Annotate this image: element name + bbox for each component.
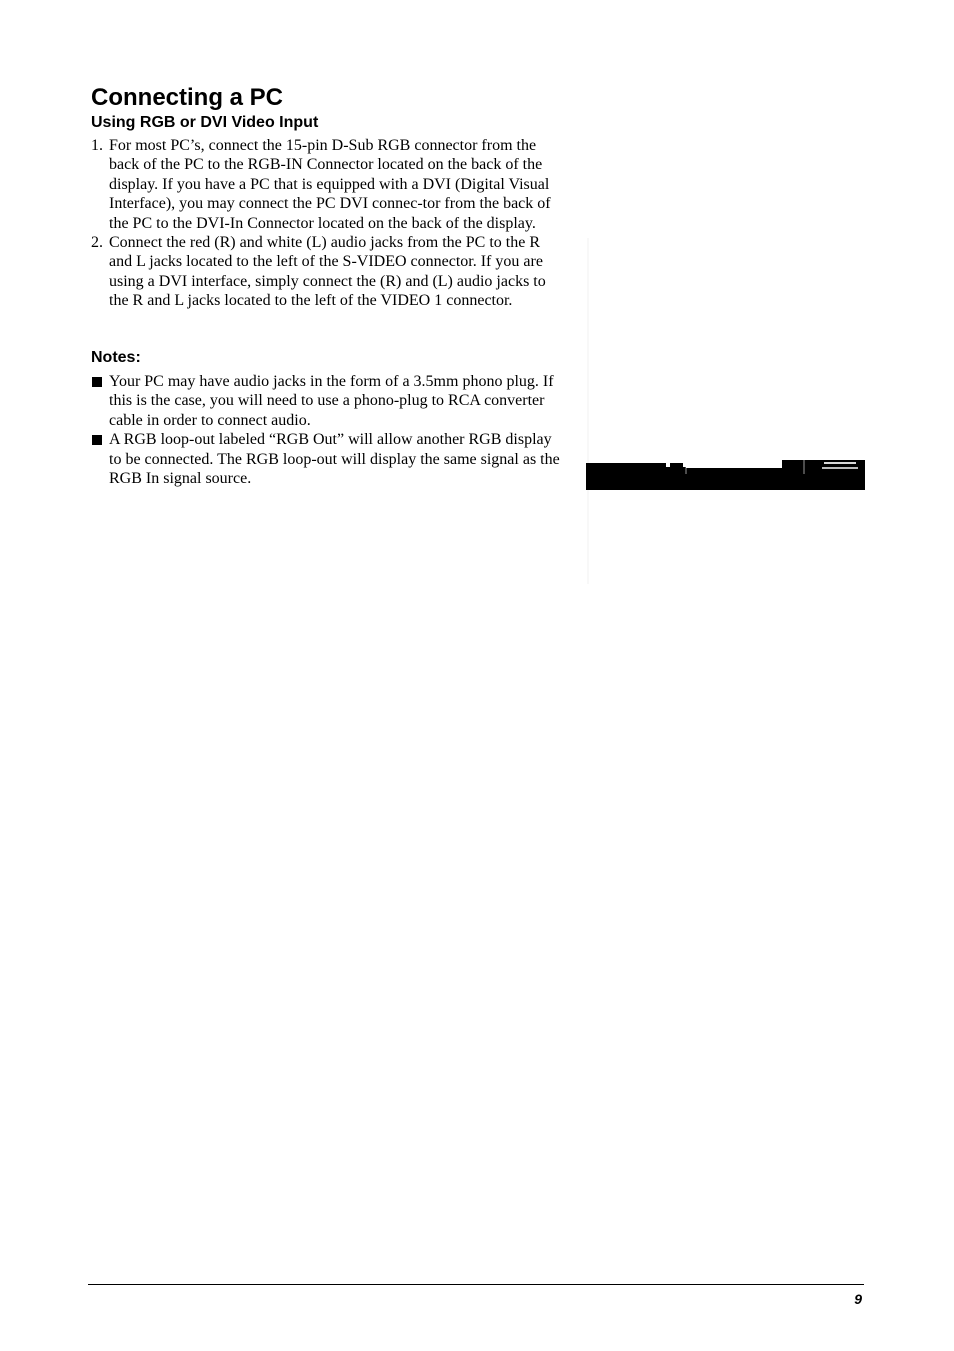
step-item (91, 233, 567, 311)
connector-jack-left (666, 461, 670, 467)
notes-heading: Notes: (91, 349, 141, 366)
connector-panel-strip (586, 468, 865, 490)
display-rear-panel-figure (586, 238, 866, 584)
step-number: 1. (91, 137, 103, 154)
step-text: For most PC’s, connect the 15-pin D-Sub RGB connector from the back of the PC to the RGB-IN Connector located on the back of the display. If you have a PC that is equipped with a DVI (Digital Visual Interface), you may connect the PC DVI connec-tor from the back of the PC to the DVI-In Connector located on the back of the display. (109, 137, 551, 232)
section-heading: Using RGB or DVI Video Input (91, 114, 319, 131)
panel-label-strip-bottom (822, 467, 858, 469)
connector-jack-right (683, 461, 687, 467)
step-item (91, 136, 567, 233)
connector-panel-step (586, 463, 686, 470)
notes-list (91, 372, 567, 488)
note-item (91, 372, 567, 430)
steps-list (91, 136, 567, 311)
figure-background (586, 238, 866, 584)
page-title: Connecting a PC (91, 84, 284, 111)
step-text: Connect the red (R) and white (L) audio jacks from the PC to the R and L jacks located to the left of the S-VIDEO connector. If you are using a DVI interface, simply connect the (R) and (L) audio jacks to the R and L jacks located to the left of the VIDEO 1 connector. (109, 234, 546, 310)
note-text: Your PC may have audio jacks in the form of a 3.5mm phono plug. If this is the case, you will need to use a phono-plug to RCA converter cable in order to connect audio. (109, 373, 554, 429)
note-item (91, 430, 567, 488)
note-text: A RGB loop-out labeled “RGB Out” will allow another RGB display to be connected. The RGB loop-out will display the same signal as the RGB In signal source. (109, 431, 560, 488)
step-number: 2. (91, 234, 103, 252)
square-bullet-icon (92, 435, 102, 445)
square-bullet-icon (92, 377, 102, 387)
footer-rule (88, 1284, 864, 1285)
page-number: 9 (854, 1291, 862, 1307)
panel-label-strip-top (824, 462, 856, 464)
